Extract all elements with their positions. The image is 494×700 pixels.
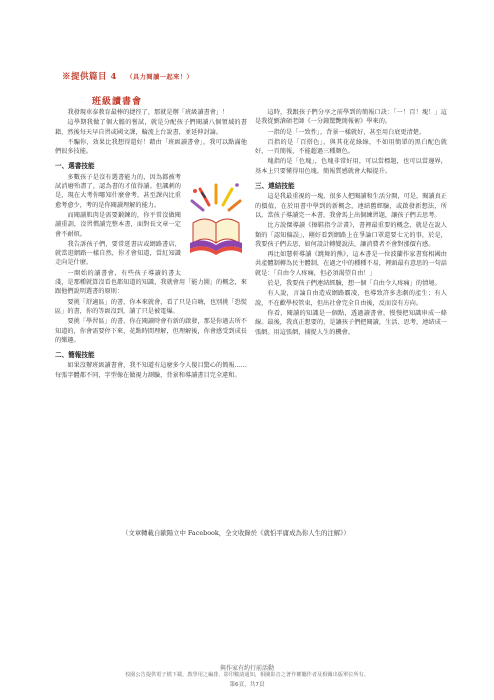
left-column: [55, 108, 247, 381]
section-label: [62, 70, 193, 82]
body-paragraph: 百指的是「百搭色」，與其花花綠綠，不如用簡單的黑白配色就好，一頁簡報，不能超過三種顏色。: [255, 138, 447, 156]
intro-paragraph: 不騙你，效果比我想得還好！藉由「班級讀書會」，我可以點滿他們很多技能。: [55, 138, 247, 156]
body-paragraph: 多數孩子是沒有選書能力的，因為都被考試消磨殆盡了，認為書的才值得讀。但諷刺的是，現在大考你哪知什麼會考，甚至課內比重愈考愈少，考的是你閱讀理解的能力。: [55, 173, 181, 209]
open-book-illustration: [185, 173, 247, 269]
body-paragraph: 要挑「學習區」的書，你在閱讀時會有新的啟發，那是你過去所不知道的，你會需要停下來，花點時間理解，但理解後，你會感受到成長的樂趣。: [55, 318, 247, 344]
body-paragraph: 再比如慧軒導讀《跳舞的熊》，這本書是一位波蘭作家書寫相國由共產體制轉為民主體制，在過之中的種種不易，裡頭最有意思的一句話就是：「自由令人疼痛，但必須渴望自由！」: [255, 251, 447, 277]
footer-copyright: 校園公告提供電子檔下載，教學用之編排、影印數請通知，相關影音之著作權屬作者及相關出版單位所有。: [125, 672, 369, 678]
intro-paragraph: 我發現車泰教育最棒的捷徑了，那就是辦「班級讀書會」！: [67, 109, 229, 116]
section-note: （具力閱讀一起來！）: [126, 74, 194, 81]
section-heading-connection: 三、連結技能: [255, 182, 295, 191]
page-number: 第6頁，共7頁: [229, 682, 265, 688]
section-heading-presentation: 二、簡報技能: [55, 351, 95, 360]
body-paragraph: 比方說傑導讀《擦鞋指令計畫》，書裡最重要的概念，就是在說人類的「認知偏誤」，剛好看到網路上在爭論口罩還要七元的事，於是，我要孩子們去思，如何設計轉變說法，讓消費者不會對漲價有感。: [255, 222, 447, 248]
body-paragraph: 一指的是「一致性」，背景一樣就好，甚至用白底更清楚。: [267, 128, 426, 136]
body-paragraph: 於是，我要孩子們連結經驗，想一個「自由令人疼痛」的情境。: [267, 280, 441, 288]
body-paragraph: 塊指的是「色塊」，色塊非常好用，可以當標題，也可以當邊界，基本上只要懂得用色塊，簡報質感就會大幅提升。: [255, 158, 447, 175]
body-paragraph: 而閱讀肌肉是需要鍛鍊的，你平常沒做閱讀重訓，沒習慣讀完整本書，面對長文章一定會不耐煩。: [55, 211, 181, 238]
right-column: [255, 108, 447, 338]
section-heading-selection: 一、選書技能: [55, 162, 95, 171]
section-label-text: ※提供篇目 4: [62, 72, 117, 82]
body-paragraph: 有人說，言論自由造成網路霸凌，也導致許多悲劇的產生；有人說，不在歡學校管束，但出社會完全自由後，反而沒有方向。: [255, 290, 447, 307]
body-paragraph: 如果沒辦班級讀書會，我不知道有這麼多令人傻目驚心的簡報……每張字體都不同，字型像在做視力測驗，背景和導讀書目完全違和。: [55, 362, 247, 379]
body-paragraph: 這是我最重視的一塊，很多人把閱讀和生活分開，可是，閱讀真正的價值，在於用書中學到的新概念，連結舊經驗，或啟發新想法，所以，當孩子導讀完一本書，我會馬上出個練習題，讓孩子們去思考。: [255, 193, 447, 219]
body-paragraph: 我告訴孩子們，要常逛書店或網路書店，就當逛網路一樣自然，你才會知道，當紅知識走向是什麼。: [55, 240, 181, 267]
intro-paragraph: 這學期我做了個大膽的嘗試，就是分配孩子們閱讀八個領域的書籍，然後每天早自習或國文課，輪流上台說書，並延伸討論。: [55, 119, 247, 136]
body-paragraph: 要挑「舒適區」的書，你本來就會，看了只是自嗨，也別挑「恐慌區」的書，你的等級沒到，讀了只是被電爆。: [55, 298, 247, 315]
footer-title: 與作家有約行前活動: [219, 665, 274, 672]
article-title: 班級讀書會: [92, 97, 143, 107]
body-paragraph: 一開始的讀書會，有些孩子導讀的書太淺，是那種就算沒看也都知道的知識，我就會用「能力圖」的概念，來跟他們說明選書的原則：: [55, 269, 247, 296]
source-note: （文章轉載自歐陽立中 Facebook，全文收錄於《就怕平庸成為你人生的注解》）: [122, 529, 350, 537]
body-paragraph: 你看，閱讀的知識是一個點，透過讀書會，慢慢把知識串成一條線。最後，我真正想要的，是讓孩子們把閱讀，生活、思考，連結成一張網。用這張網，捕捉人生的機會。: [255, 309, 447, 336]
body-paragraph: 這時，我跟孩子們分享之前學到的簡報口訣：「一！百！塊！」這是我從劉滄碩老師《一分鐘驚艷簡報術》學來的。: [255, 109, 447, 126]
